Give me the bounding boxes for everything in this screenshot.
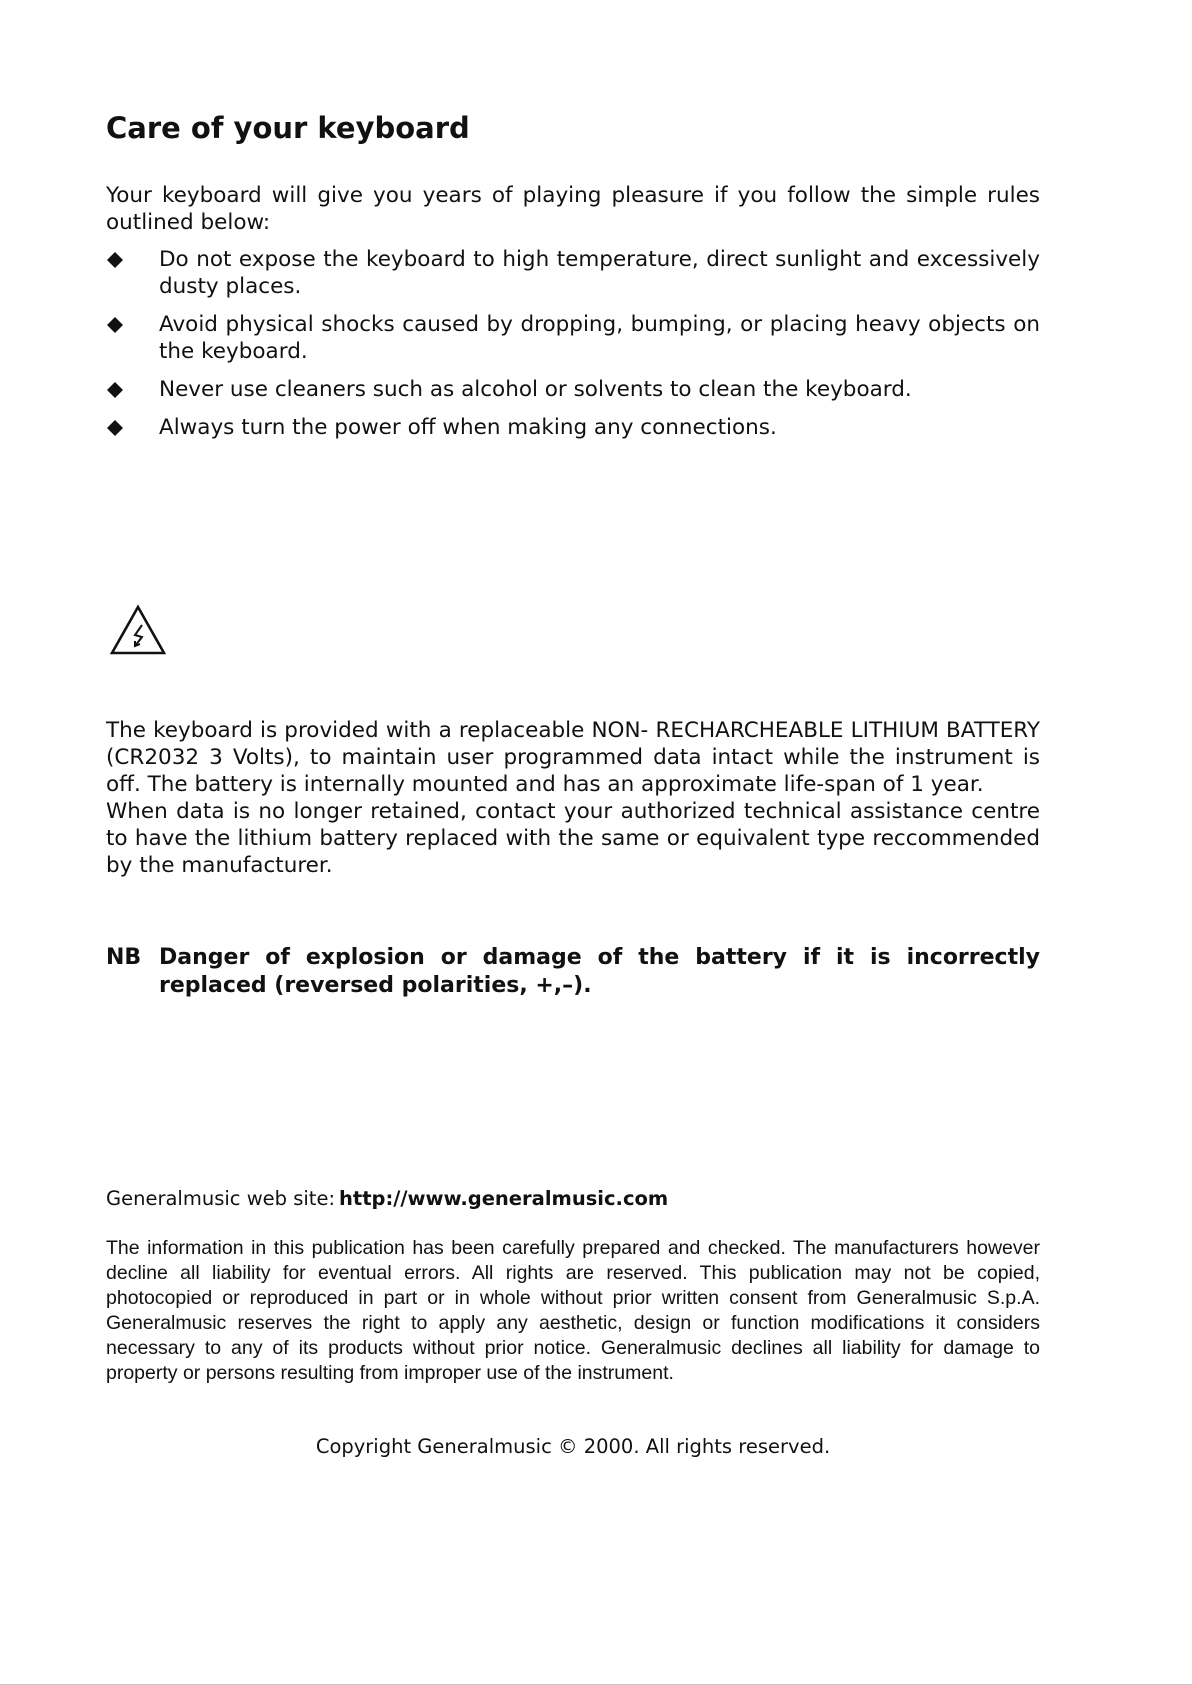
diamond-bullet-icon xyxy=(106,381,124,399)
website-link[interactable]: http://www.generalmusic.com xyxy=(339,1187,669,1210)
battery-info xyxy=(106,717,1040,879)
care-rule-text: Avoid physical shocks caused by dropping, bumping, or placing heavy objects on the keyboard. xyxy=(159,312,1040,364)
care-rule-text: Do not expose the keyboard to high temperature, direct sunlight and excessively dusty places. xyxy=(159,247,1040,299)
care-rule-item xyxy=(106,414,1040,441)
care-rule-item xyxy=(106,376,1040,403)
section-title: Care of your keyboard xyxy=(106,111,470,145)
care-rule-item xyxy=(106,311,1040,365)
electrical-hazard-warning-icon xyxy=(109,604,167,656)
battery-paragraph: The keyboard is provided with a replaceable NON- RECHARCHEABLE LITHIUM BATTERY (CR2032 3 Volts), to maintain user programmed data intact while the instrument is off. The battery is internally mounted and has an approximate life-span of 1 year. xyxy=(106,718,1040,797)
care-intro: Your keyboard will give you years of playing pleasure if you follow the simple rules outlined below: xyxy=(106,183,1040,235)
battery-replacement-paragraph: When data is no longer retained, contact your authorized technical assistance centre to have the lithium battery replaced with the same or equivalent type reccommended by the manufacturer. xyxy=(106,799,1040,878)
legal-disclaimer: The information in this publication has been carefully prepared and checked. The manufacturers however decline all liability for eventual errors. All rights are reserved. This publication may not be copied, photocopied or reproduced in part or in whole without prior written consent from Generalmusic S.p.A. Generalmusic reserves the right to apply any aesthetic, design or function modifications it considers necessary to any of its products without prior notice. Generalmusic declines all liability for damage to property or persons resulting from improper use of the instrument. xyxy=(106,1237,1040,1384)
website-label: Generalmusic web site: xyxy=(106,1187,336,1210)
diamond-bullet-icon xyxy=(106,251,124,269)
diamond-bullet-icon xyxy=(106,419,124,437)
nb-label: NB xyxy=(106,945,142,970)
care-rule-text: Never use cleaners such as alcohol or solvents to clean the keyboard. xyxy=(159,377,912,402)
care-rules-list xyxy=(106,246,1040,452)
nb-text: Danger of explosion or damage of the battery if it is incorrectly replaced (reversed polarities, +,–). xyxy=(159,945,1040,998)
care-rule-text: Always turn the power off when making any connections. xyxy=(159,415,777,440)
diamond-bullet-icon xyxy=(106,316,124,334)
care-rule-item xyxy=(106,246,1040,300)
copyright-notice: Copyright Generalmusic © 2000. All rights reserved. xyxy=(315,1435,831,1458)
website-line xyxy=(106,1186,668,1211)
battery-warning-note xyxy=(106,944,1040,1000)
